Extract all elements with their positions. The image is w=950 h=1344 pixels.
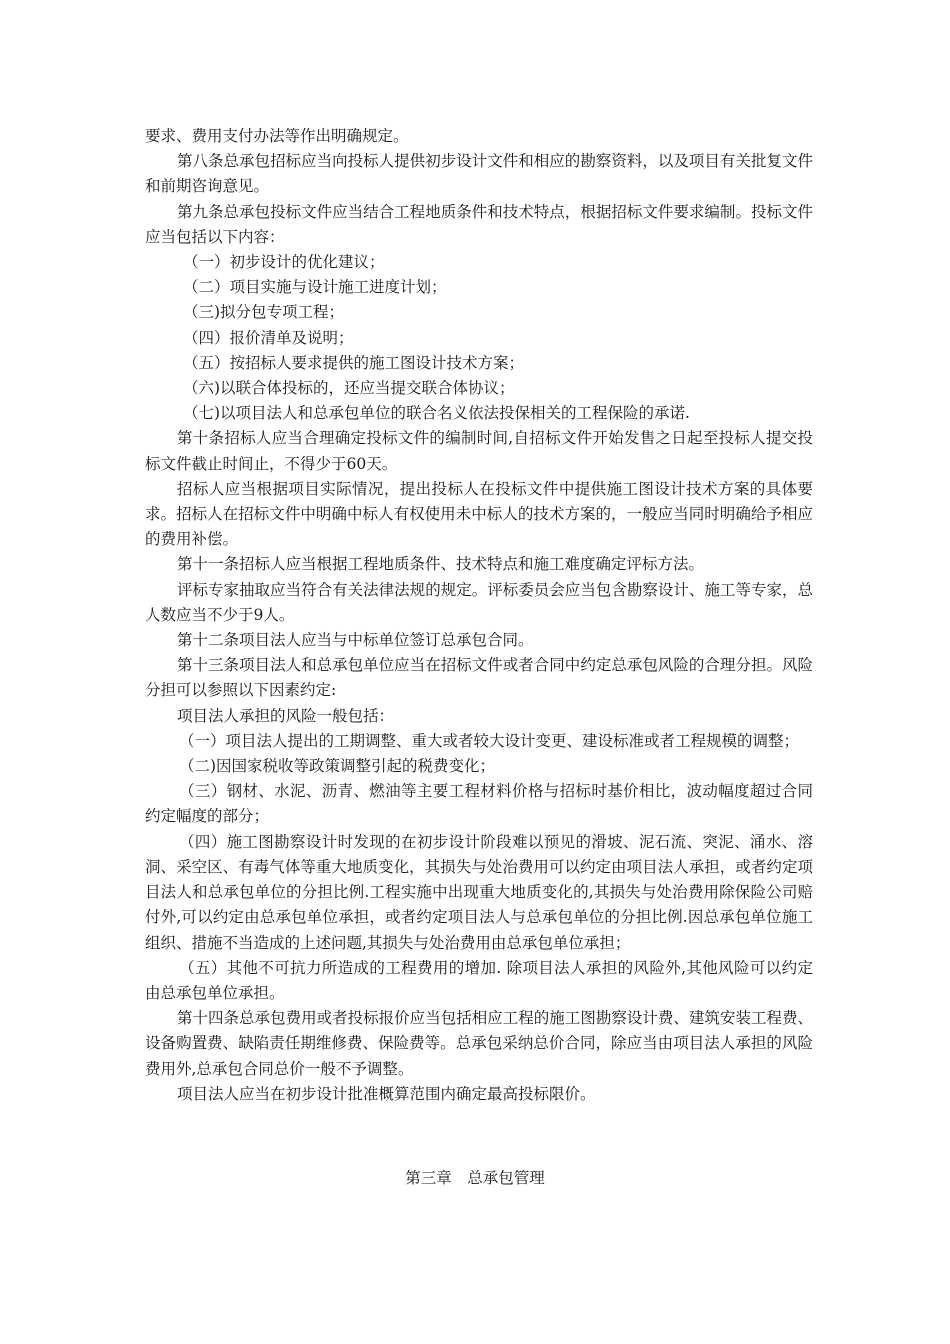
list-item: （五）其他不可抗力所造成的工程费用的增加. 除项目法人承担的风险外,其他风险可以约定由总承包单位承担。 bbox=[145, 958, 813, 1002]
body-text bbox=[145, 124, 813, 1107]
paragraph: 第十三条项目法人和总承包单位应当在招标文件或者合同中约定总承包风险的合理分担。风险分担可以参照以下因素约定: bbox=[145, 656, 813, 700]
list-item: （七)以项目法人和总承包单位的联合名义依法投保相关的工程保险的承诺. bbox=[183, 404, 690, 423]
paragraph: 第八条总承包招标应当向投标人提供初步设计文件和相应的勘察资料，以及项目有关批复文件和前期咨询意见。 bbox=[145, 152, 813, 196]
paragraph: 项目法人承担的风险一般包括： bbox=[177, 706, 395, 725]
paragraph: 评标专家抽取应当符合有关法律法规的规定。评标委员会应当包含勘察设计、施工等专家，总人数应当不少于9人。 bbox=[145, 580, 813, 624]
list-item: （五）按招标人要求提供的施工图设计技术方案； bbox=[183, 353, 525, 372]
list-item: （一）初步设计的优化建议； bbox=[183, 253, 385, 272]
paragraph: 项目法人应当在初步设计批准概算范围内确定最高投标限价。 bbox=[177, 1084, 596, 1103]
paragraph: 要求、费用支付办法等作出明确规定。 bbox=[145, 127, 409, 145]
list-item: （四）报价清单及说明； bbox=[183, 328, 354, 347]
list-item: （一）项目法人提出的工期调整、重大或者较大设计变更、建设标准或者工程规模的调整； bbox=[179, 731, 800, 750]
list-item: （二）项目实施与设计施工进度计划； bbox=[183, 278, 447, 297]
list-item: （三)拟分包专项工程； bbox=[183, 303, 345, 322]
list-item: （二)因国家税收等政策调整引起的税费变化； bbox=[179, 757, 496, 776]
chapter-title: 第三章 总承包管理 bbox=[405, 1169, 545, 1187]
list-item: （六)以联合体投标的，还应当提交联合体协议； bbox=[183, 379, 515, 398]
list-item: （四）施工图勘察设计时发现的在初步设计阶段难以预见的滑坡、泥石流、突泥、涌水、溶洞、采空区、有毒气体等重大地质变化，其损失与处治费用可以约定由项目法人承担，或者约定项目法人和总承包单位的分担比例.工程实施中出现重大地质变化的,其损失与处治费用除保险公司赔付外,可以约定由总承包单位承担，或者约定项目法人与总承包单位的分担比例.因总承包单位施工组织、措施不当造成的上述问题,其损失与处治费用由总承包单位承担； bbox=[145, 832, 813, 952]
paragraph: 第十一条招标人应当根据工程地质条件、技术特点和施工难度确定评标方法。 bbox=[177, 555, 705, 574]
list-item: （三）钢材、水泥、沥青、燃油等主要工程材料价格与招标时基价相比，波动幅度超过合同约定幅度的部分； bbox=[145, 782, 813, 826]
paragraph: 第十四条总承包费用或者投标报价应当包括相应工程的施工图勘察设计费、建筑安装工程费、设备购置费、缺陷责任期维修费、保险费等。总承包采纳总价合同，除应当由项目法人承担的风险费用外,总承包合同总价一般不予调整。 bbox=[145, 1009, 813, 1078]
paragraph: 第九条总承包投标文件应当结合工程地质条件和技术特点，根据招标文件要求编制。投标文件应当包括以下内容： bbox=[145, 202, 813, 246]
paragraph: 第十条招标人应当合理确定投标文件的编制时间,自招标文件开始发售之日起至投标人提交投标文件截止时间止，不得少于60天。 bbox=[145, 429, 813, 473]
paragraph: 第十二条项目法人应当与中标单位签订总承包合同。 bbox=[177, 631, 534, 650]
paragraph: 招标人应当根据项目实际情况，提出投标人在投标文件中提供施工图设计技术方案的具体要求。招标人在招标文件中明确中标人有权使用未中标人的技术方案的，一般应当同时明确给予相应的费用补偿。 bbox=[145, 479, 813, 549]
